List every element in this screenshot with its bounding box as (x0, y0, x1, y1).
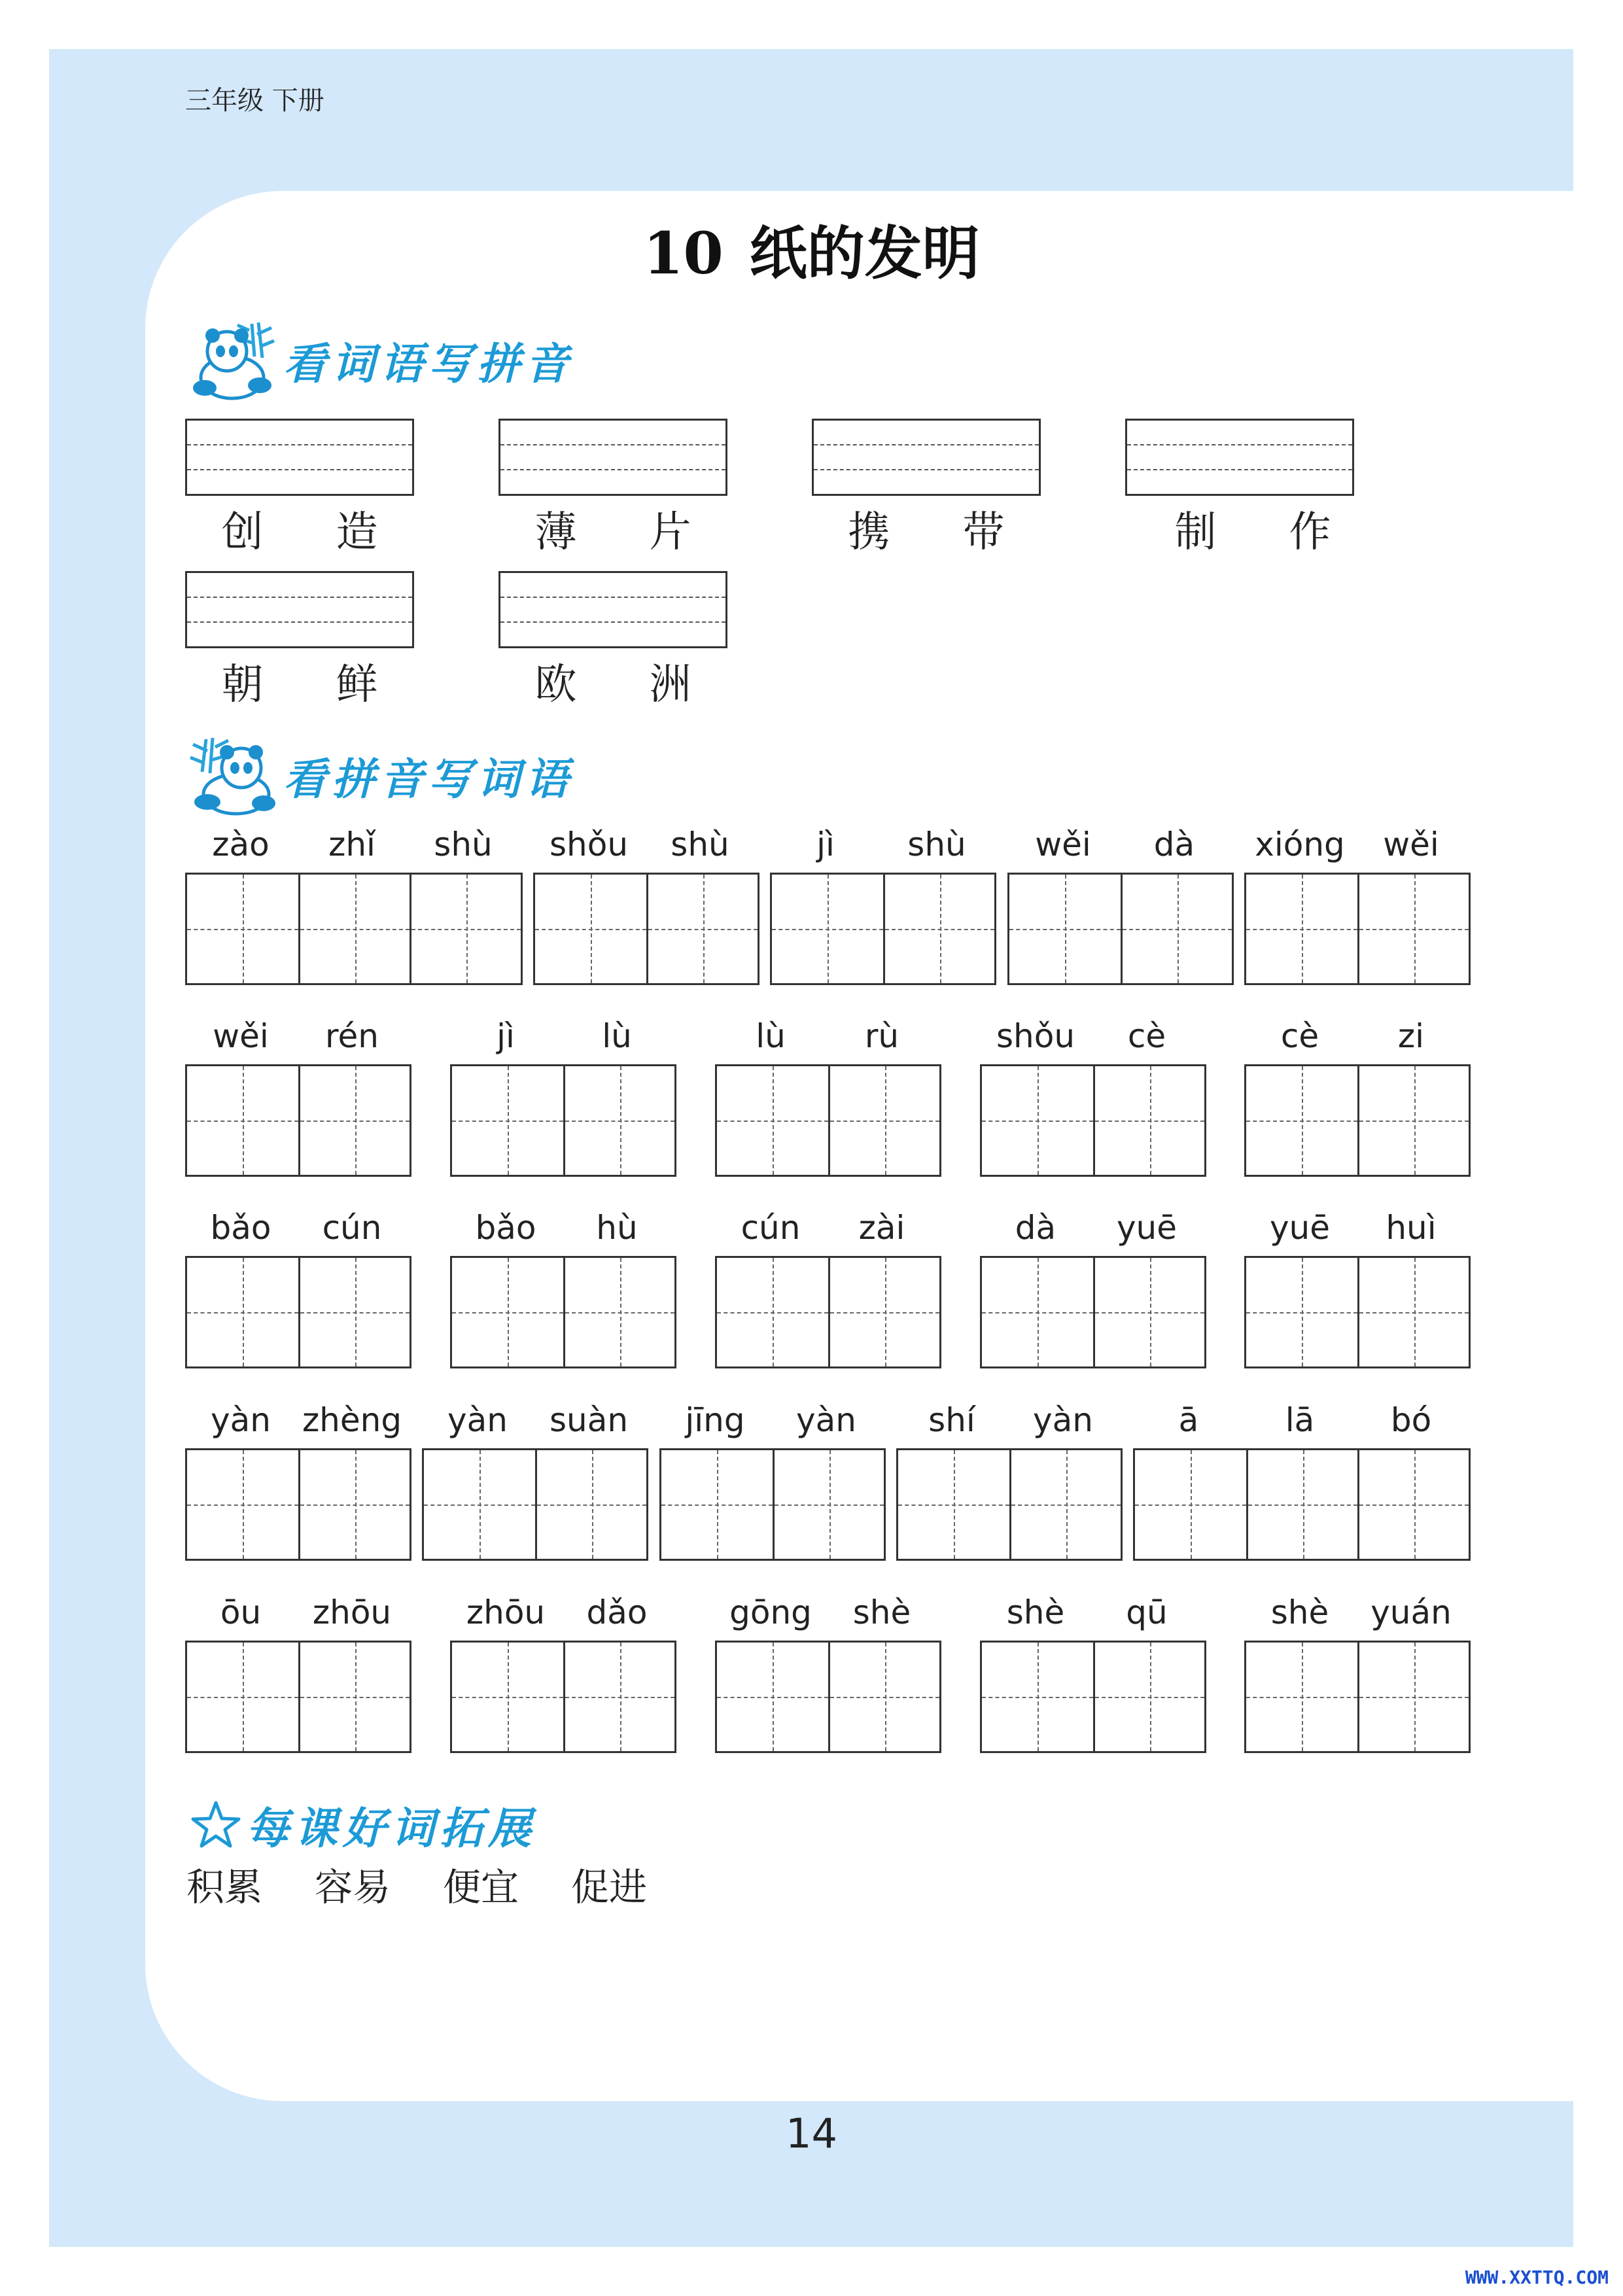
tianzige-cell[interactable] (1246, 1450, 1357, 1559)
pinyin-syllable: rù (864, 1017, 899, 1055)
tianzige-cell[interactable] (1009, 1450, 1121, 1559)
word-ouzhou: 欧 洲 (534, 661, 691, 709)
tianzige-cell[interactable] (563, 1066, 674, 1175)
tianzige-cell[interactable] (1357, 1643, 1469, 1751)
pinyin-syllable: ōu (220, 1593, 262, 1631)
word-baopian: 薄 片 (534, 508, 691, 557)
tianzige-cell[interactable] (298, 1258, 410, 1366)
pinyin-answer-box[interactable] (812, 419, 1041, 496)
pinyin-syllable: zài (858, 1209, 905, 1247)
extension-words (186, 1856, 647, 1911)
pinyin-syllable: bǎo (210, 1209, 271, 1247)
pinyin-syllable: wěi (213, 1017, 269, 1055)
tianzige-cell[interactable] (661, 1450, 773, 1559)
pinyin-syllable: xióng (1255, 826, 1345, 863)
pinyin-syllable: gōng (729, 1593, 812, 1631)
tianzige-cell[interactable] (883, 875, 994, 983)
pinyin-syllable: zhèng (302, 1401, 402, 1439)
tianzige-cell[interactable] (1135, 1450, 1246, 1559)
pinyin-syllable: bǎo (475, 1209, 536, 1247)
section-label: 看词语写拼音 (283, 338, 574, 389)
pinyin-syllable: shù (434, 826, 493, 863)
tianzige-cell[interactable] (982, 1643, 1093, 1751)
tianzige-cell[interactable] (982, 1066, 1093, 1175)
grade-label: 三年级 下册 (185, 86, 324, 116)
pinyin-syllable: jīng (685, 1401, 745, 1439)
panda-bamboo-icon (186, 317, 278, 402)
pinyin-syllable: lù (756, 1017, 786, 1055)
lesson-number: 10 (643, 219, 724, 287)
pinyin-answer-box[interactable] (498, 419, 727, 496)
pinyin-syllable: yàn (796, 1401, 856, 1439)
pinyin-syllable: jì (497, 1017, 515, 1055)
pinyin-syllable: yuē (1116, 1209, 1178, 1247)
pinyin-syllable: hù (596, 1209, 638, 1247)
tianzige-cell[interactable] (1246, 1643, 1357, 1751)
pinyin-syllable: yuē (1269, 1209, 1331, 1247)
lesson-title (0, 208, 1623, 290)
tianzige-cell[interactable] (717, 1066, 828, 1175)
pinyin-syllable: zi (1397, 1017, 1425, 1055)
extension-word: 便宜 (443, 1865, 519, 1909)
pinyin-syllable: lù (602, 1017, 632, 1055)
lesson-name: 纸的发明 (749, 219, 980, 287)
pinyin-syllable: dà (1153, 826, 1195, 863)
tianzige-cell[interactable] (646, 875, 758, 983)
pinyin-syllable: shè (1270, 1593, 1329, 1631)
tianzige-cell[interactable] (187, 1450, 298, 1559)
tianzige-cell[interactable] (828, 1258, 939, 1366)
word-chaoxian: 朝 鲜 (221, 661, 378, 709)
pinyin-answer-box[interactable] (185, 571, 414, 648)
tianzige-cell[interactable] (535, 875, 646, 983)
extension-word: 积累 (186, 1865, 263, 1909)
tianzige-cell[interactable] (717, 1258, 828, 1366)
tianzige-cell[interactable] (982, 1258, 1093, 1366)
pinyin-syllable: qū (1126, 1593, 1168, 1631)
tianzige-cell[interactable] (563, 1258, 674, 1366)
tianzige-cell[interactable] (1357, 1450, 1469, 1559)
pinyin-syllable: zhōu (312, 1593, 392, 1631)
pinyin-syllable: shè (1006, 1593, 1065, 1631)
pinyin-syllable: dǎo (586, 1593, 648, 1631)
tianzige-cell[interactable] (828, 1066, 939, 1175)
pinyin-syllable: shù (907, 826, 966, 863)
tianzige-cell[interactable] (898, 1450, 1009, 1559)
tianzige-cell[interactable] (1357, 875, 1469, 983)
section-label: 每课好词拓展 (246, 1803, 536, 1854)
tianzige-cell[interactable] (187, 875, 298, 983)
tianzige-cell[interactable] (1121, 875, 1232, 983)
panda-bamboo-icon (186, 733, 278, 818)
tianzige-cell[interactable] (563, 1643, 674, 1751)
pinyin-syllable: dà (1015, 1209, 1056, 1247)
tianzige-cell[interactable] (298, 1066, 410, 1175)
tianzige-cell[interactable] (187, 1258, 298, 1366)
word-chuangzao: 创 造 (221, 508, 378, 557)
pinyin-answer-box[interactable] (1125, 419, 1354, 496)
pinyin-syllable: zào (212, 826, 270, 863)
pinyin-syllable: cún (322, 1209, 382, 1247)
pinyin-syllable: wěi (1383, 826, 1439, 863)
pinyin-syllable: shè (852, 1593, 911, 1631)
tianzige-cell[interactable] (410, 875, 521, 983)
tianzige-cell[interactable] (772, 875, 883, 983)
tianzige-cell[interactable] (773, 1450, 884, 1559)
tianzige-cell[interactable] (452, 1258, 563, 1366)
watermark: WWW.XXTTQ.COM (1465, 2267, 1609, 2288)
pinyin-syllable: yàn (1033, 1401, 1093, 1439)
tianzige-cell[interactable] (1246, 875, 1357, 983)
pinyin-syllable: yàn (447, 1401, 508, 1439)
pinyin-syllable: zhǐ (328, 826, 375, 863)
tianzige-cell[interactable] (1246, 1066, 1357, 1175)
tianzige-cell[interactable] (452, 1643, 563, 1751)
tianzige-cell[interactable] (1246, 1258, 1357, 1366)
pinyin-syllable: bó (1390, 1401, 1432, 1439)
pinyin-syllable: shù (671, 826, 729, 863)
section-heading-words (186, 733, 574, 818)
tianzige-cell[interactable] (187, 1066, 298, 1175)
tianzige-cell[interactable] (717, 1643, 828, 1751)
extension-word: 容易 (315, 1865, 391, 1909)
section-heading-pinyin (186, 317, 574, 402)
pinyin-answer-box[interactable] (185, 419, 414, 496)
pinyin-syllable: cún (741, 1209, 801, 1247)
pinyin-syllable: cè (1280, 1017, 1319, 1055)
word-xiedai: 携 带 (848, 508, 1005, 557)
star-icon (190, 1799, 242, 1851)
word-zhizuo: 制 作 (1174, 508, 1331, 557)
tianzige-cell[interactable] (187, 1643, 298, 1751)
pinyin-syllable: huì (1386, 1209, 1437, 1247)
tianzige-cell[interactable] (1093, 1643, 1204, 1751)
tianzige-cell[interactable] (298, 875, 410, 983)
pinyin-syllable: shí (928, 1401, 975, 1439)
tianzige-cell[interactable] (1093, 1258, 1204, 1366)
pinyin-syllable: lā (1285, 1401, 1315, 1439)
pinyin-syllable: shǒu (549, 826, 629, 863)
pinyin-syllable: yuán (1370, 1593, 1452, 1631)
section-heading-extension (190, 1794, 536, 1856)
section-label: 看拼音写词语 (283, 753, 574, 805)
tianzige-cell[interactable] (452, 1066, 563, 1175)
page-number: 14 (786, 2110, 837, 2157)
tianzige-cell[interactable] (1357, 1258, 1469, 1366)
tianzige-cell[interactable] (1009, 875, 1121, 983)
pinyin-syllable: yàn (211, 1401, 271, 1439)
tianzige-cell[interactable] (424, 1450, 535, 1559)
pinyin-syllable: jì (816, 826, 835, 863)
tianzige-cell[interactable] (298, 1643, 410, 1751)
pinyin-syllable: zhōu (466, 1593, 546, 1631)
tianzige-cell[interactable] (828, 1643, 939, 1751)
pinyin-syllable: shǒu (996, 1017, 1075, 1055)
tianzige-cell[interactable] (298, 1450, 410, 1559)
pinyin-syllable: suàn (549, 1401, 629, 1439)
pinyin-syllable: wěi (1035, 826, 1091, 863)
tianzige-cell[interactable] (1357, 1066, 1469, 1175)
tianzige-cell[interactable] (535, 1450, 646, 1559)
pinyin-syllable: ā (1178, 1401, 1199, 1439)
pinyin-answer-box[interactable] (498, 571, 727, 648)
pinyin-syllable: cè (1127, 1017, 1166, 1055)
tianzige-cell[interactable] (1093, 1066, 1204, 1175)
extension-word: 促进 (571, 1865, 648, 1909)
pinyin-syllable: rén (325, 1017, 379, 1055)
